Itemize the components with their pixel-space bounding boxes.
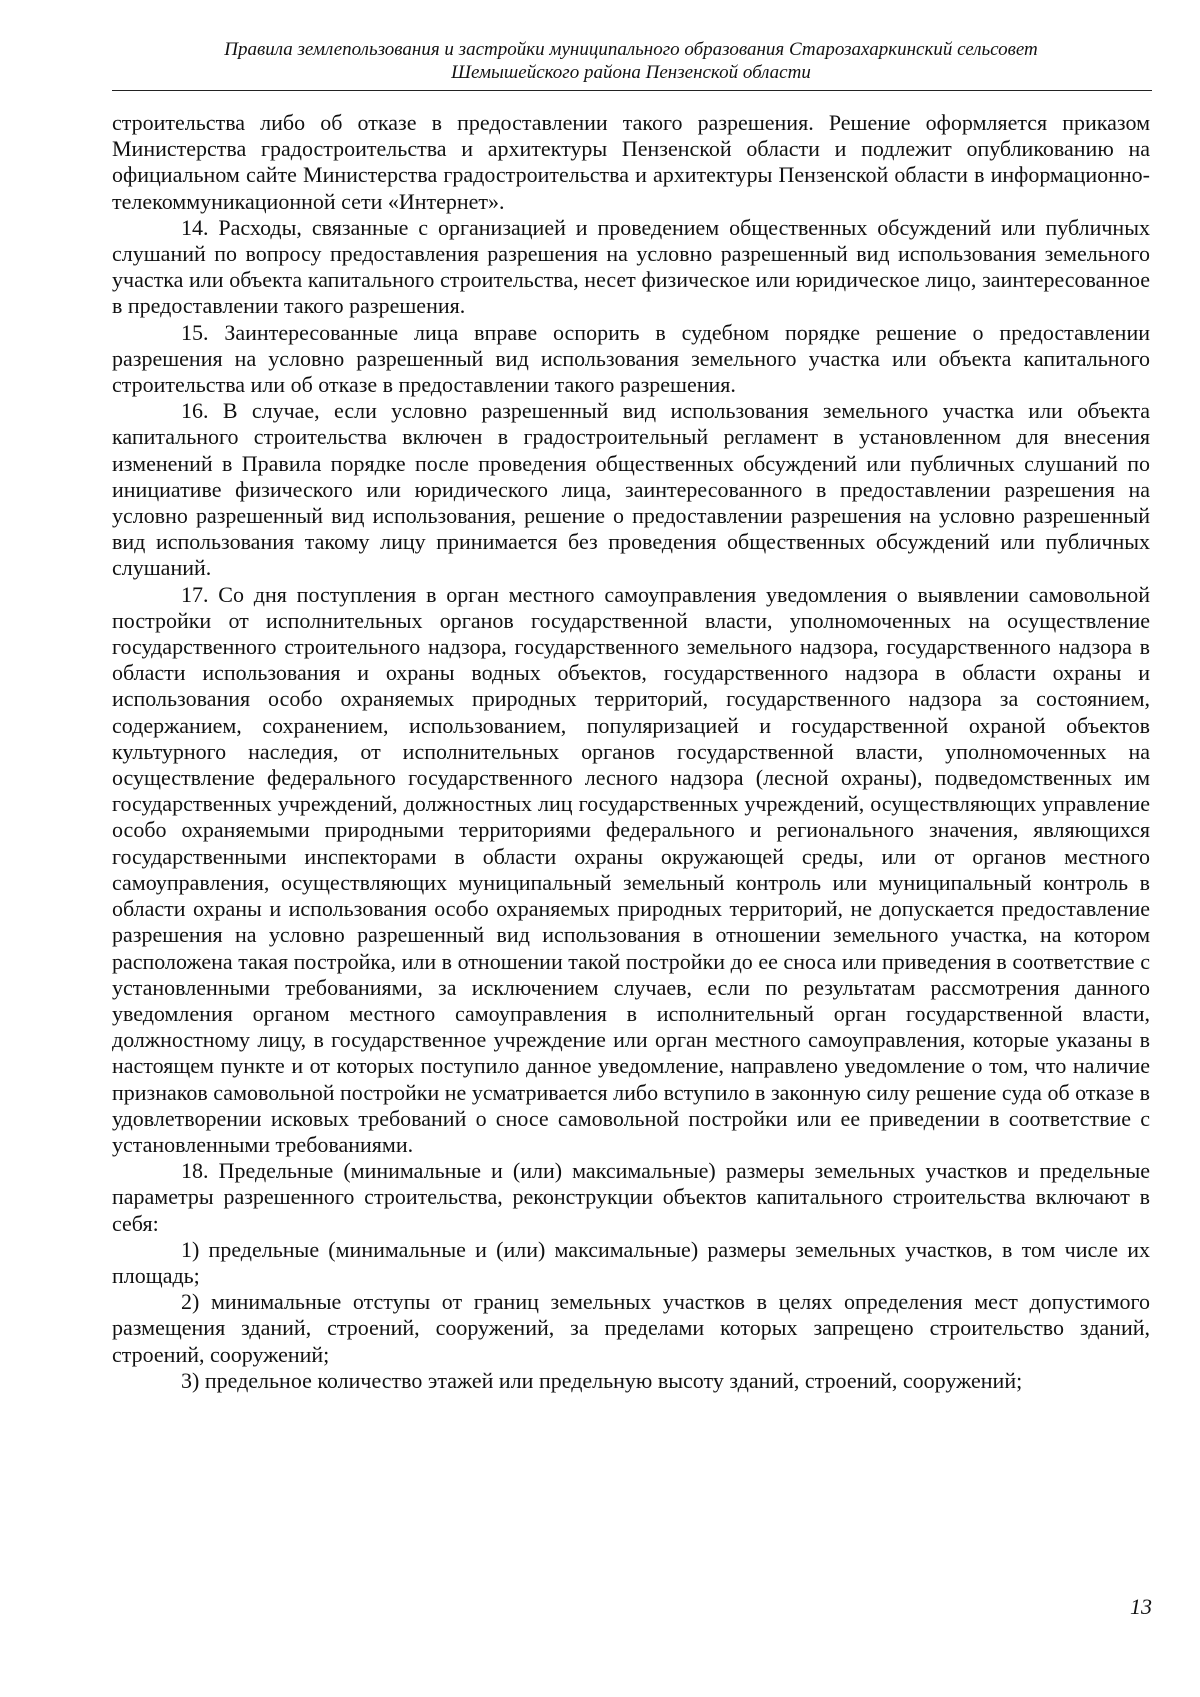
list-item-2: 2) минимальные отступы от границ земельных участков в целях определения мест допустимого размещения зданий, строений, сооружений, за пределами которых запрещено строительство зданий, строений, сооружений; <box>112 1289 1150 1367</box>
list-item-3: 3) предельное количество этажей или предельную высоту зданий, строений, сооружений; <box>181 1367 1023 1393</box>
paragraph-item-17: 17. Со дня поступления в орган местного самоуправления уведомления о выявлении самовольной постройки от исполнительных органов государственной власти, уполномоченных на осуществление государственного строительного надзора, государственного земельного надзора, государственного надзора в области использования и охраны водных объектов, государственного надзора в области охраны и использования особо охраняемых природных территорий, государственного надзора за состоянием, содержанием, сохранением, использованием, популяризацией и государственной охраной объектов культурного наследия, от исполнительных органов государственной власти, уполномоченных на осуществление федерального государственного лесного надзора (лесной охраны), подведомственных им государственных учреждений, должностных лиц государственных учреждений, осуществляющих управление особо охраняемыми природными территориями федерального и регионального значения, являющихся государственными инспекторами в области охраны окружающей среды, или от органов местного самоуправления, осуществляющих муниципальный земельный контроль или муниципальный контроль в области охраны и использования особо охраняемых природных территорий, не допускается предоставление разрешения на условно разрешенный вид использования в отношении земельного участка, на котором расположена такая постройка, или в отношении такой постройки до ее сноса или приведения в соответствие с установленными требованиями, за исключением случаев, если по результатам рассмотрения данного уведомления органом местного самоуправления в исполнительный орган государственной власти, должностному лицу, в государственное учреждение или орган местного самоуправления, которые указаны в настоящем пункте и от которых поступило данное уведомление, направлено уведомление о том, что наличие признаков самовольной постройки не усматривается либо вступило в законную силу решение суда об отказе в удовлетворении исковых требований о сносе самовольной постройки или ее приведении в соответствие с установленными требованиями. <box>112 581 1150 1157</box>
document-body <box>112 110 1150 1394</box>
paragraph-continuation: строительства либо об отказе в предоставлении такого разрешения. Решение оформляется приказом Министерства градостроительства и архитектуры Пензенской области и подлежит опубликованию на официальном сайте Министерства градостроительства и архитектуры Пензенской области в информационно-телекоммуникационной сети «Интернет». <box>112 110 1150 214</box>
paragraph-item-16: 16. В случае, если условно разрешенный вид использования земельного участка или объекта капитального строительства включен в градостроительный регламент в установленном для внесения изменений в Правила порядке после проведения общественных обсуждений или публичных слушаний по инициативе физического или юридического лица, заинтересованного в предоставлении разрешения на условно разрешенный вид использования, решение о предоставлении разрешения на условно разрешенный вид использования такому лицу принимается без проведения общественных обсуждений или публичных слушаний. <box>112 398 1150 581</box>
paragraph-item-15: 15. Заинтересованные лица вправе оспорить в судебном порядке решение о предоставлении разрешения на условно разрешенный вид использования земельного участка или объекта капитального строительства или об отказе в предоставлении такого разрешения. <box>112 319 1150 398</box>
running-header-line-1: Правила землепользования и застройки муниципального образования Старозахаркинский сельсовет <box>224 39 1038 60</box>
header-divider <box>112 90 1152 91</box>
running-header <box>112 38 1150 84</box>
list-item-1: 1) предельные (минимальные и (или) максимальные) размеры земельных участков, в том числе их площадь; <box>112 1236 1150 1288</box>
running-header-line-2: Шемышейского района Пензенской области <box>451 62 811 83</box>
paragraph-item-18: 18. Предельные (минимальные и (или) максимальные) размеры земельных участков и предельные параметры разрешенного строительства, реконструкции объектов капитального строительства включают в себя: <box>112 1158 1150 1236</box>
paragraph-item-14: 14. Расходы, связанные с организацией и проведением общественных обсуждений или публичных слушаний по вопросу предоставления разрешения на условно разрешенный вид использования земельного участка или объекта капитального строительства, несет физическое или юридическое лицо, заинтересованное в предоставлении такого разрешения. <box>112 214 1150 319</box>
page-number: 13 <box>1130 1594 1152 1619</box>
